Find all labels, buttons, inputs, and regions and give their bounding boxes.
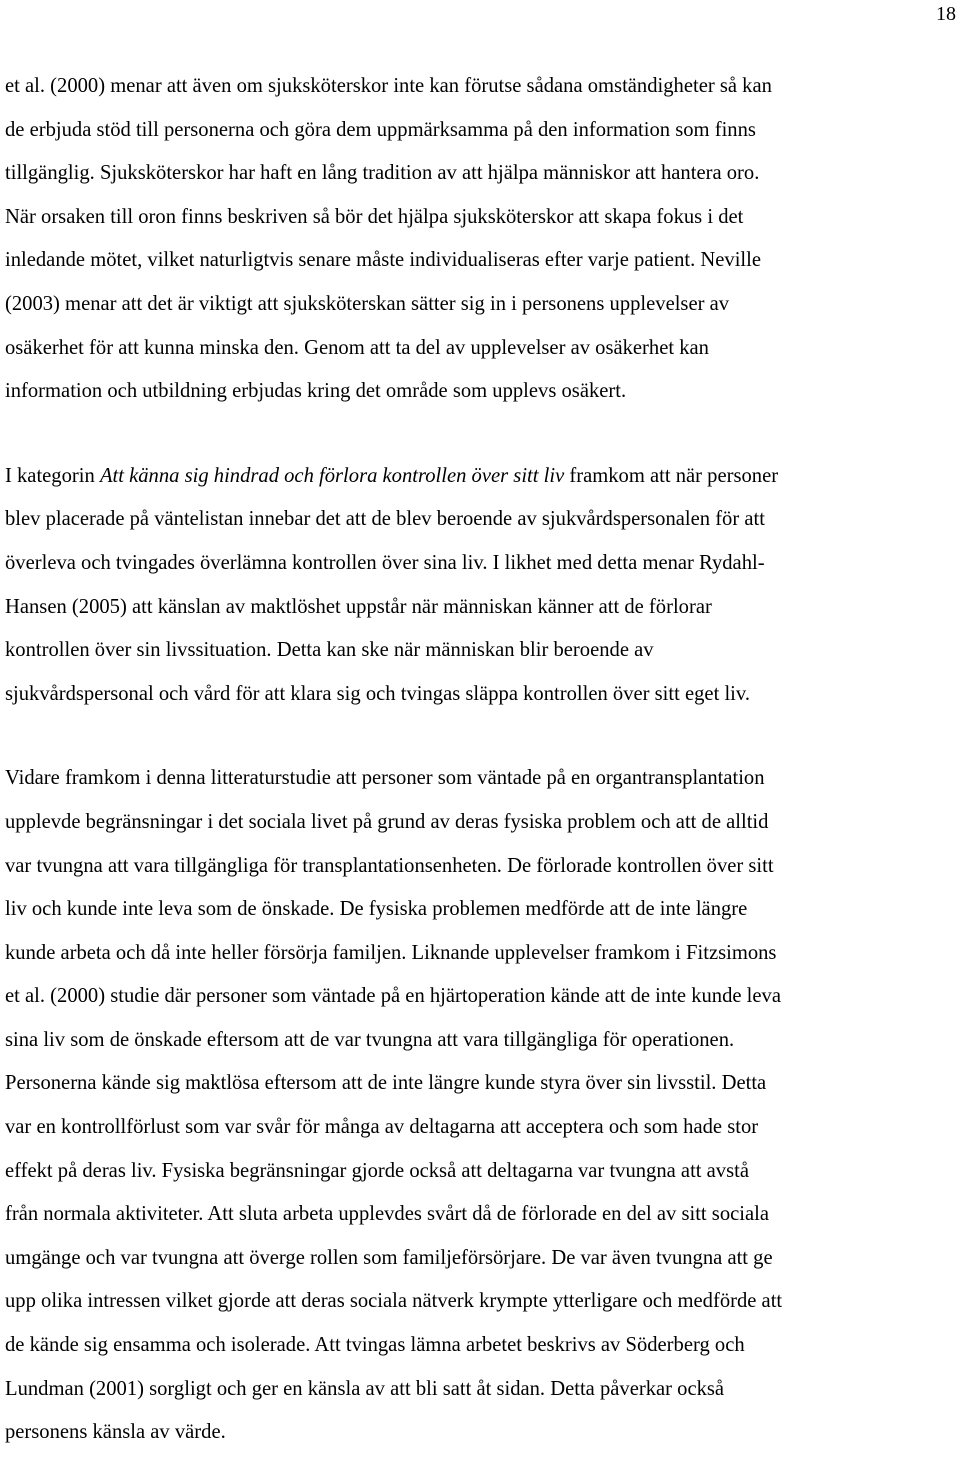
text-line: var tvungna att vara tillgängliga för transplantationsenheten. De förlorade kontrollen över sitt	[5, 854, 774, 877]
category-title: Att känna sig hindrad och förlora kontrollen över sitt liv	[99, 464, 565, 487]
text-line: sjukvårdspersonal och vård för att klara sig och tvingas släppa kontrollen över sitt eget liv.	[5, 682, 750, 705]
text-line: umgänge och var tvungna att överge rollen som familjeförsörjare. De var även tvungna att ge	[5, 1246, 773, 1269]
text-line: kontrollen över sin livssituation. Detta kan ske när människan blir beroende av	[5, 639, 654, 662]
document-body	[5, 65, 960, 1455]
text-run: I kategorin	[5, 464, 100, 487]
text-line: et al. (2000) menar att även om sjuksköterskor inte kan förutse sådana omständigheter så kan	[5, 75, 772, 97]
text-line: Vidare framkom i denna litteraturstudie att personer som väntade på en organtransplantation	[5, 767, 765, 790]
text-line: upp olika intressen vilket gjorde att deras sociala nätverk krympte ytterligare och medförde att	[5, 1290, 783, 1313]
text-line: Hansen (2005) att känslan av maktlöshet uppstår när människan känner att de förlorar	[5, 595, 712, 618]
text-line: de erbjuda stöd till personerna och göra dem uppmärksamma på den information som finns	[5, 118, 756, 141]
text-line: upplevde begränsningar i det sociala livet på grund av deras fysiska problem och att de alltid	[5, 810, 769, 833]
text-line: effekt på deras liv. Fysiska begränsningar gjorde också att deltagarna var tvungna att avstå	[5, 1159, 749, 1182]
paragraph-1	[5, 65, 960, 414]
paragraph-spacer	[5, 716, 960, 757]
text-line: från normala aktiviteter. Att sluta arbeta upplevdes svårt då de förlorade en del av sitt sociala	[5, 1203, 769, 1226]
text-line: et al. (2000) studie där personer som väntade på en hjärtoperation kände att de inte kunde leva	[5, 985, 781, 1008]
paragraph-2	[5, 455, 960, 717]
text-line: överleva och tvingades överlämna kontrollen över sina liv. I likhet med detta menar Rydahl-	[5, 551, 765, 574]
text-line: osäkerhet för att kunna minska den. Genom att ta del av upplevelser av osäkerhet kan	[5, 336, 709, 359]
text-line: (2003) menar att det är viktigt att sjuksköterskan sätter sig in i personens upplevelser av	[5, 292, 730, 315]
text-line: de kände sig ensamma och isolerade. Att tvingas lämna arbetet beskrivs av Söderberg och	[5, 1334, 745, 1357]
text-line: sina liv som de önskade eftersom att de var tvungna att vara tillgängliga för operationen.	[5, 1028, 735, 1051]
text-line: liv och kunde inte leva som de önskade. De fysiska problemen medförde att de inte längre	[5, 898, 748, 921]
text-line: var en kontrollförlust som var svår för många av deltagarna att acceptera och som hade stor	[5, 1116, 759, 1139]
text-line: Personerna kände sig maktlösa eftersom att de inte längre kunde styra över sin livsstil. Detta	[5, 1072, 767, 1095]
text-line: information och utbildning erbjudas kring det område som upplevs osäkert.	[5, 380, 627, 403]
text-line: När orsaken till oron finns beskriven så bör det hjälpa sjuksköterskor att skapa fokus i det	[5, 205, 744, 228]
text-run: framkom att när personer	[564, 464, 779, 487]
text-line: inledande mötet, vilket naturligtvis senare måste individualiseras efter varje patient. Neville	[5, 249, 761, 272]
page-number: 18	[936, 3, 956, 25]
text-line	[5, 455, 960, 499]
text-line: personens känsla av värde.	[5, 1421, 226, 1444]
paragraph-spacer	[5, 414, 960, 455]
text-line: tillgänglig. Sjuksköterskor har haft en lång tradition av att hjälpa människor att hantera oro.	[5, 162, 760, 185]
text-line: kunde arbeta och då inte heller försörja familjen. Liknande upplevelser framkom i Fitzsimons	[5, 941, 777, 964]
text-line: Lundman (2001) sorgligt och ger en känsla av att bli satt åt sidan. Detta påverkar också	[5, 1377, 725, 1400]
text-line: blev placerade på väntelistan innebar det att de blev beroende av sjukvårdspersonalen för att	[5, 508, 765, 531]
paragraph-3	[5, 757, 960, 1455]
